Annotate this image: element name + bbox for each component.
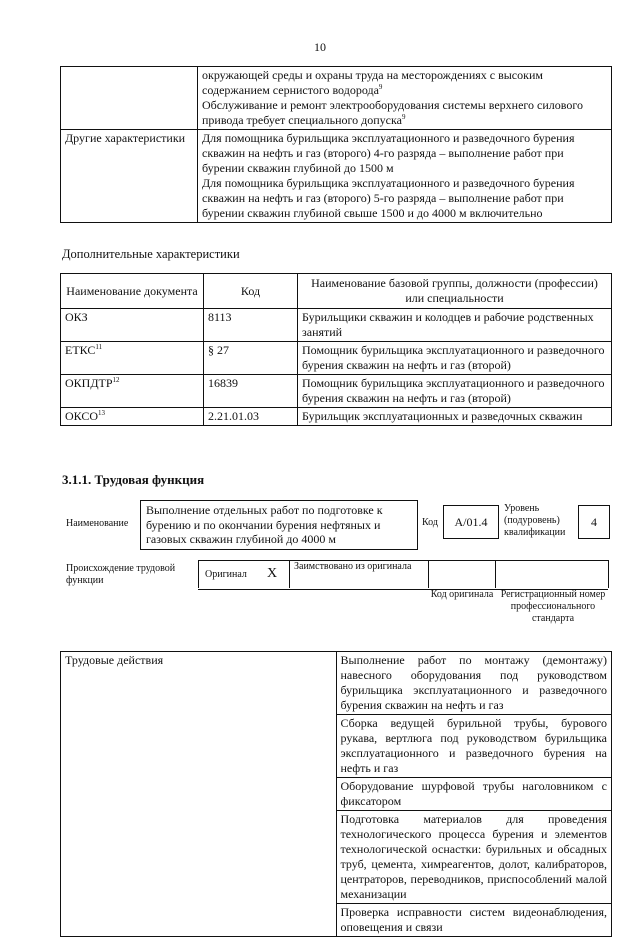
borrowed-label: Заимствовано из оригинала bbox=[294, 561, 412, 572]
function-name-box: Выполнение отдельных работ по подготовке к бурению и по окончании бурения нефтяных и газовых скважин глубиной до 4000 м bbox=[140, 500, 418, 550]
table-row bbox=[61, 652, 612, 715]
row-content: Для помощника бурильщика эксплуатационного и разведочного бурения скважин на нефть и газ (второго) 4-го разряда – выполнение работ при бурении скважин глубиной до 1500 м Для помощника бурильщика эксплуатационного и разведочного бурения скважин на нефть и газ (второго) 5-го разряда – выполнение работ при бурении скважин глубиной свыше 1500 и до 4000 м включительно bbox=[198, 130, 612, 223]
row-label: Другие характеристики bbox=[61, 130, 198, 223]
table-row: ОКЗ 8113 Бурильщики скважин и колодцев и рабочие родственных занятий bbox=[61, 309, 612, 342]
characteristics-table bbox=[60, 66, 612, 223]
table-row: ОКПДТР$^{12}$ 16839 Помощник бурильщика эксплуатационного и разведочного бурения скважин на нефть и газ (второй) bbox=[61, 375, 612, 408]
actions-label: Трудовые действия bbox=[61, 652, 337, 937]
page-number: 10 bbox=[314, 40, 326, 54]
column-header: Наименование документа bbox=[61, 274, 204, 309]
original-label: Оригинал bbox=[205, 569, 247, 580]
qualification-level-box: 4 bbox=[578, 505, 610, 539]
function-code-label: Код bbox=[422, 517, 438, 528]
reg-number-cell bbox=[496, 560, 609, 588]
reg-number-label: Регистрационный номер профессионального стандарта bbox=[500, 589, 606, 624]
code-original-label: Код оригинала bbox=[430, 589, 494, 600]
additional-characteristics-table bbox=[60, 273, 612, 426]
table-row: ОКСО$^{13}$ 2.21.01.03 Бурильщик эксплуатационных и разведочных скважин bbox=[61, 408, 612, 426]
action-item: Подготовка материалов для проведения технологического процесса бурения и элементов технологической оснастки: бурильных и обсадных труб, цемента, химреагентов, долот, калибраторов, центраторов, переводников, приспособлений малой механизации bbox=[336, 811, 612, 904]
table-row bbox=[61, 67, 612, 130]
section-heading: Дополнительные характеристики bbox=[62, 247, 240, 261]
table-header-row bbox=[61, 274, 612, 309]
action-item: Выполнение работ по монтажу (демонтажу) навесного оборудования под руководством бурильщика эксплуатационного и разведочного бурения скважин на нефть и газ bbox=[336, 652, 612, 715]
table-row bbox=[61, 130, 612, 223]
code-original-cell bbox=[429, 560, 496, 588]
qualification-level-label: Уровень (подуровень) квалификации bbox=[504, 503, 566, 538]
original-mark: X bbox=[267, 566, 278, 581]
action-item: Сборка ведущей бурильной трубы, бурового рукава, вертлюга под руководством бурильщика эксплуатационного и разведочного бурения на нефть и газ bbox=[336, 715, 612, 778]
column-header: Наименование базовой группы, должности (профессии) или специальности bbox=[298, 274, 612, 309]
origin-label: Происхождение трудовой функции bbox=[66, 563, 176, 586]
borrowed-cell bbox=[288, 560, 429, 588]
labor-actions-table bbox=[60, 651, 612, 937]
function-code-box: А/01.4 bbox=[443, 505, 499, 539]
column-header: Код bbox=[204, 274, 298, 309]
action-item: Оборудование шурфовой трубы наголовником с фиксатором bbox=[336, 778, 612, 811]
original-cell bbox=[198, 560, 290, 588]
action-item: Проверка исправности систем видеонаблюдения, оповещения и связи bbox=[336, 904, 612, 937]
function-name-label: Наименование bbox=[66, 518, 129, 529]
row-label bbox=[61, 67, 198, 130]
table-row: ЕТКС$^{11}$ § 27 Помощник бурильщика эксплуатационного и разведочного бурения скважин на нефть и газ (второй) bbox=[61, 342, 612, 375]
row-content: окружающей среды и охраны труда на месторождениях с высоким содержанием сернистого водорода$^9$ Обслуживание и ремонт электрооборудования системы верхнего силового привода требует специального допуска$^9$ bbox=[198, 67, 612, 130]
function-heading: 3.1.1. Трудовая функция bbox=[62, 472, 205, 487]
